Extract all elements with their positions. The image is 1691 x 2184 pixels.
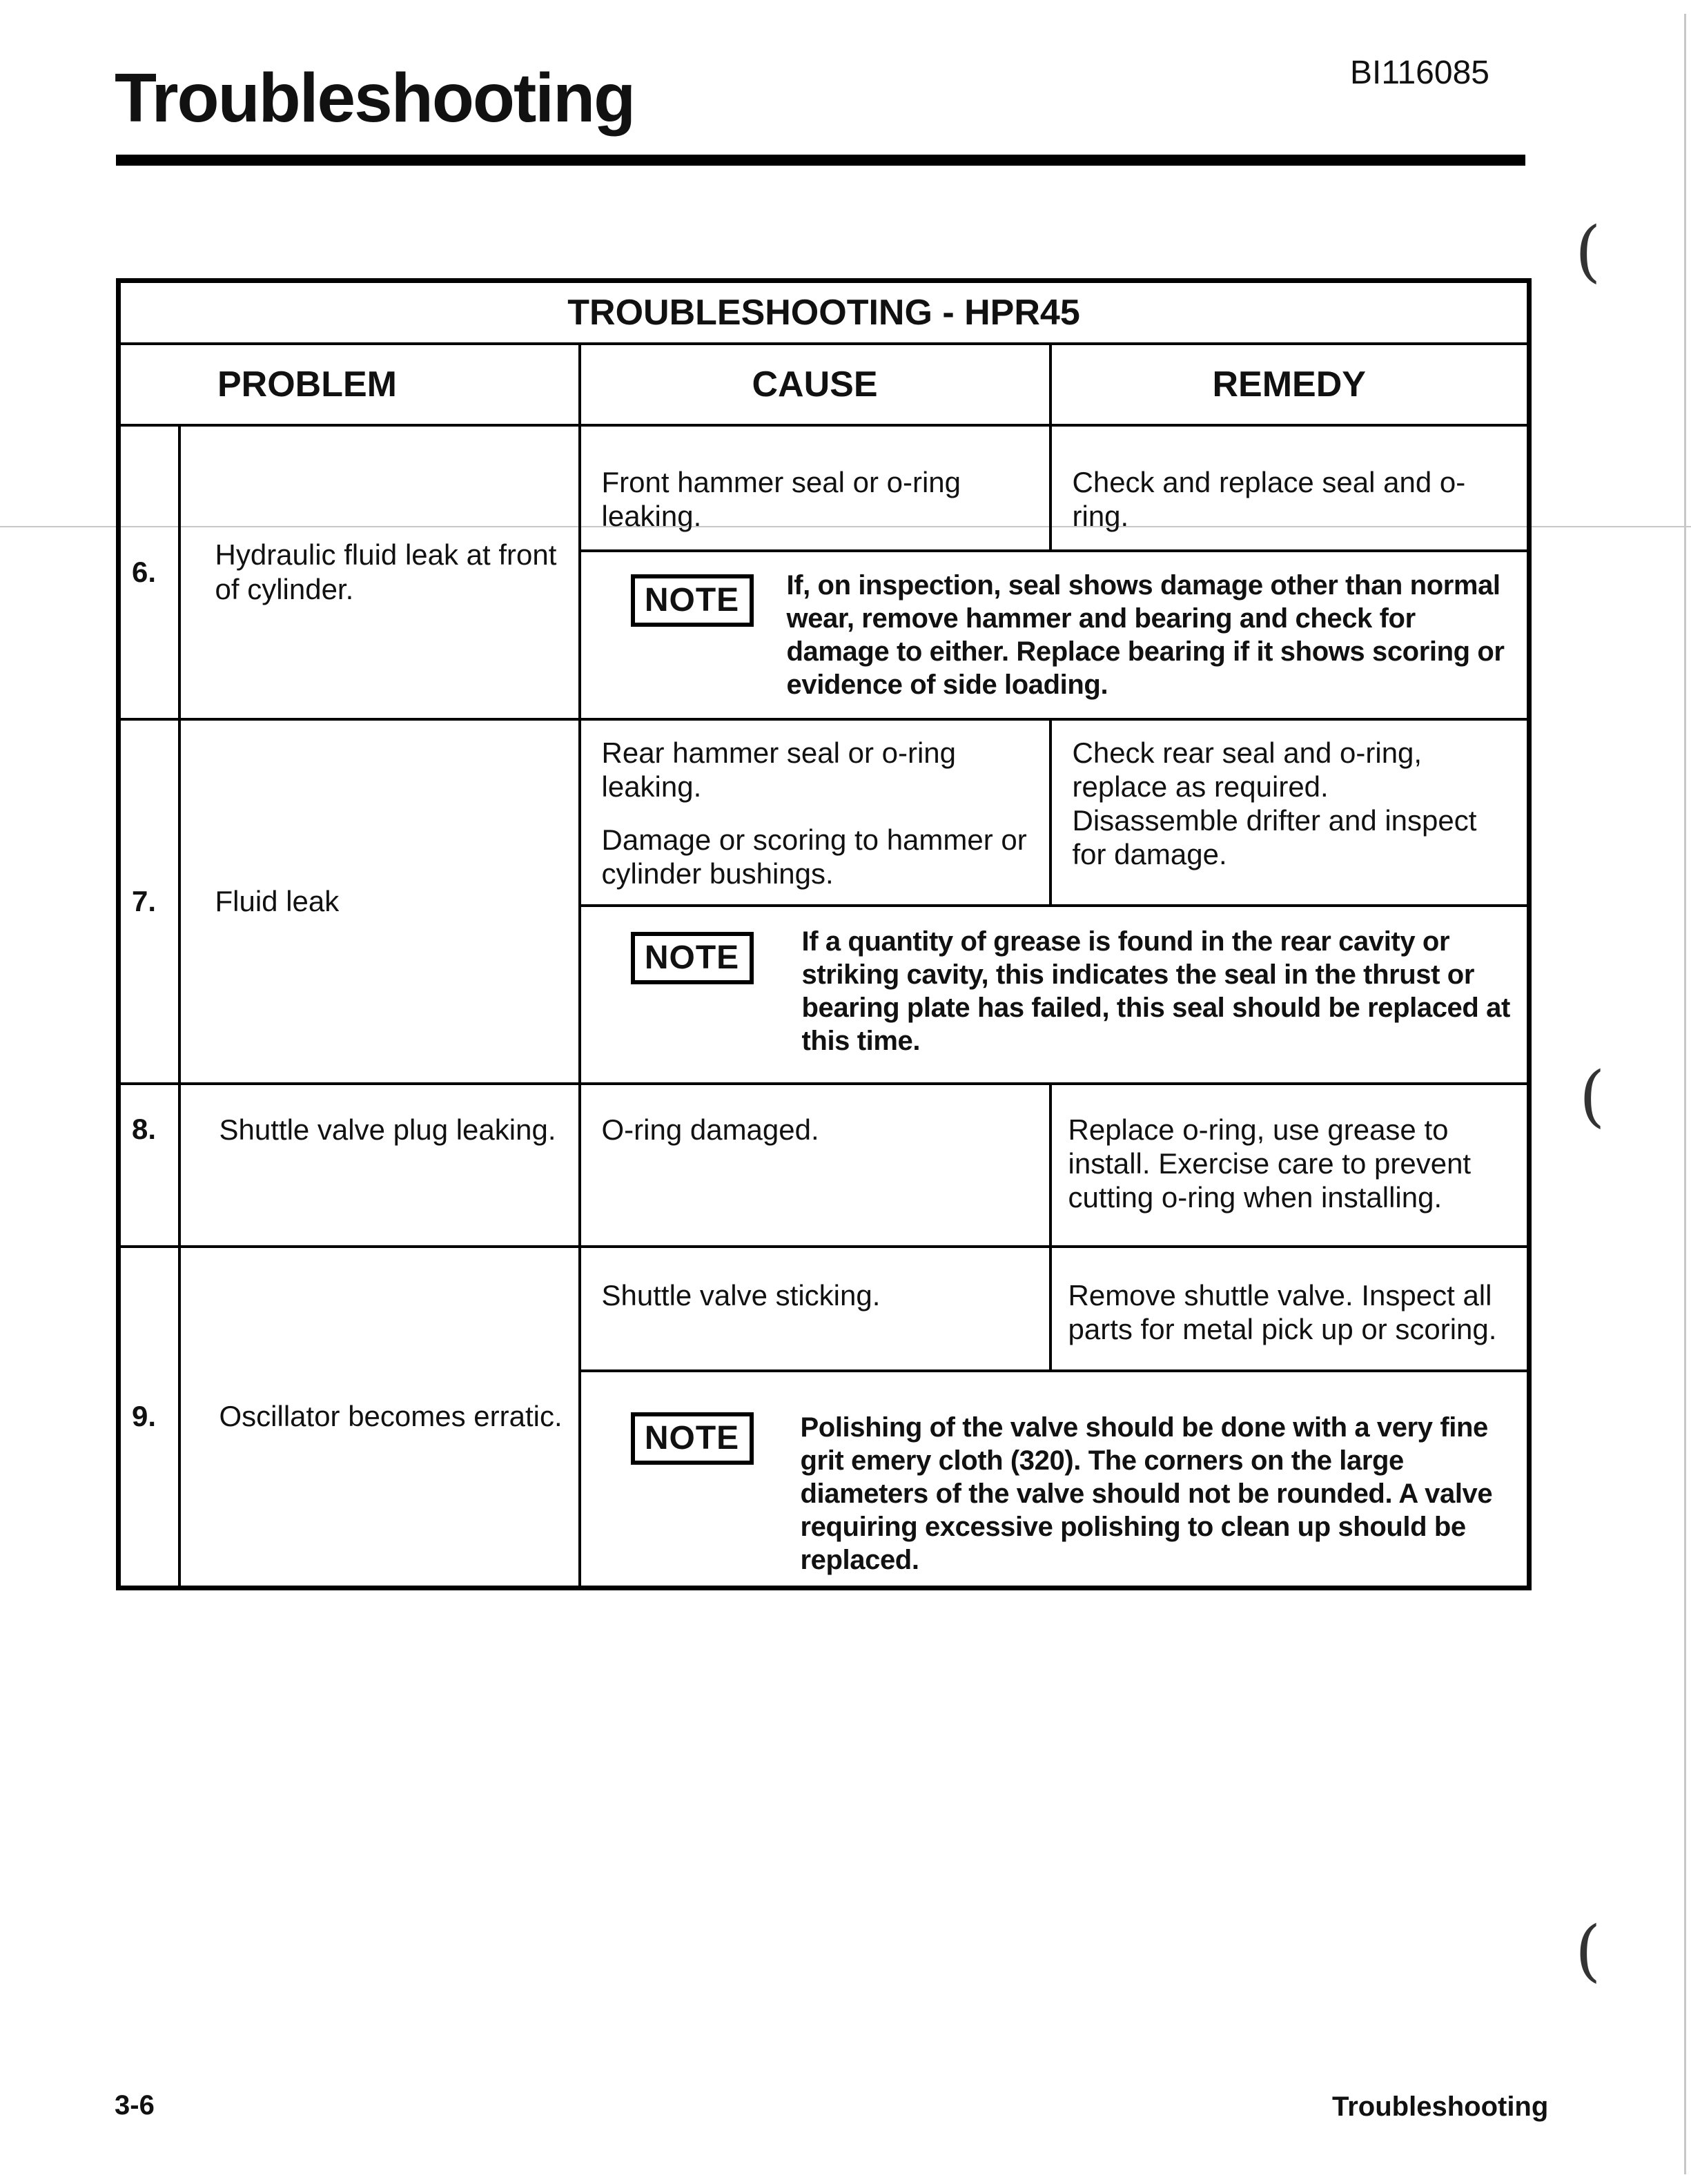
cause-cell: Front hammer seal or o-ring leaking.: [580, 425, 1050, 551]
column-header-cause: CAUSE: [580, 344, 1050, 425]
binder-hole-mark: (: [1579, 1057, 1605, 1135]
note-badge: NOTE: [631, 574, 754, 627]
cause-cell: Shuttle valve sticking.: [580, 1247, 1050, 1371]
cause-line: Damage or scoring to hammer or cylinder bushings.: [601, 823, 1027, 890]
title-rule: [116, 155, 1525, 166]
column-header-remedy: REMEDY: [1050, 344, 1529, 425]
binder-hole-mark: (: [1575, 1912, 1601, 1989]
row-number: 7.: [119, 719, 179, 1084]
note-text: If, on inspection, seal shows damage other than normal wear, remove hammer and bearing and check for damage to either. Replace bearing if it shows scoring or evidence of side loading.: [786, 570, 1505, 700]
remedy-cell: Remove shuttle valve. Inspect all parts for metal pick up or scoring.: [1050, 1247, 1529, 1371]
cause-line: Rear hammer seal or o-ring leaking.: [601, 737, 957, 803]
scan-edge-line: [1684, 14, 1686, 2174]
page-number: 3-6: [115, 2090, 155, 2120]
note-text: If a quantity of grease is found in the rear cavity or striking cavity, this indicates the seal in the thrust or bearing plate has failed, this seal should be replaced at this time.: [801, 926, 1510, 1056]
row-number: 8.: [119, 1084, 179, 1247]
note-badge: NOTE: [631, 1412, 754, 1465]
problem-cell: Hydraulic fluid leak at front of cylinder.: [179, 425, 580, 719]
note-cell: [580, 906, 1529, 1084]
column-header-problem: PROBLEM: [119, 344, 580, 425]
troubleshooting-table: [116, 278, 1532, 1590]
problem-cell: Fluid leak: [179, 719, 580, 1084]
problem-cell: Oscillator becomes erratic.: [179, 1247, 580, 1588]
remedy-cell: Replace o-ring, use grease to install. Exercise care to prevent cutting o-ring when installing.: [1050, 1084, 1529, 1247]
remedy-cell: Check and replace seal and o-ring.: [1050, 425, 1529, 551]
row-number: 9.: [119, 1247, 179, 1588]
remedy-line: Check rear seal and o-ring, replace as required.: [1072, 737, 1423, 803]
table-title: TROUBLESHOOTING - HPR45: [119, 281, 1529, 344]
document-code: BI116085: [1350, 55, 1489, 91]
note-cell: [580, 1371, 1529, 1588]
note-cell: [580, 551, 1529, 719]
note-badge: NOTE: [631, 932, 754, 984]
page-title: Troubleshooting: [115, 59, 635, 137]
footer-section-title: Troubleshooting: [1332, 2092, 1549, 2122]
remedy-cell: [1050, 719, 1529, 906]
row-number: 6.: [119, 425, 179, 719]
remedy-line: Disassemble drifter and inspect for damage.: [1072, 804, 1477, 870]
binder-hole-mark: (: [1575, 213, 1601, 290]
note-text: Polishing of the valve should be done with a very fine grit emery cloth (320). The corners on the large diameters of the valve should not be rounded. A valve requiring excessive polishing to clean up should be replaced.: [800, 1412, 1493, 1575]
cause-cell: O-ring damaged.: [580, 1084, 1050, 1247]
problem-cell: Shuttle valve plug leaking.: [179, 1084, 580, 1247]
cause-cell: [580, 719, 1050, 906]
